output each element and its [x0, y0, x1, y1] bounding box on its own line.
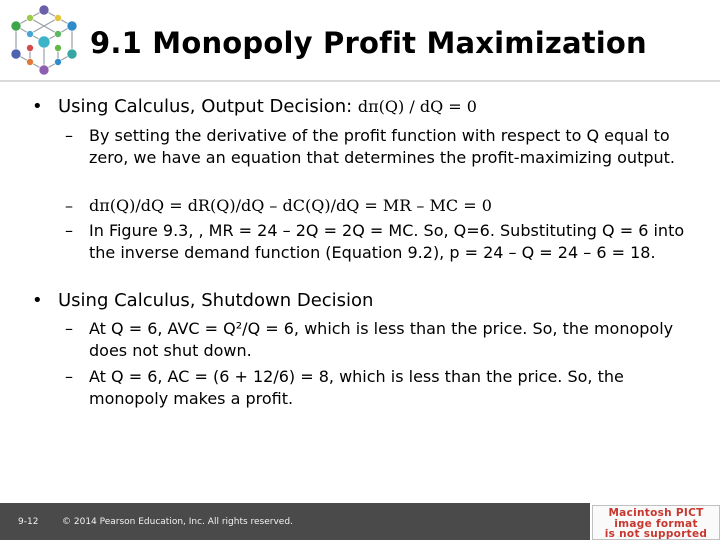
copyright-text: © 2014 Pearson Education, Inc. All rights reserved. — [62, 517, 293, 527]
dash-marker: – — [65, 221, 73, 240]
sub-bullet-text: At Q = 6, AC = (6 + 12/6) = 8, which is less than the price. So, the monopoly makes a profit. — [89, 367, 624, 408]
bullet-text: Using Calculus, Output Decision: — [58, 96, 358, 117]
bullet-shutdown-decision — [32, 290, 698, 312]
title-divider — [0, 80, 720, 82]
bullet-marker: • — [32, 290, 43, 311]
placeholder-line: Macintosh PICT — [608, 507, 704, 519]
bullet-formula: dπ(Q) / dQ = 0 — [357, 97, 477, 116]
bullet-output-decision — [32, 96, 698, 118]
molecule-cube-icon — [4, 2, 84, 76]
dash-marker: – — [65, 126, 73, 145]
page-number: 9-12 — [18, 517, 39, 527]
sub-bullet-mr-mc-equation — [65, 195, 689, 217]
placeholder-line: image format — [614, 517, 698, 530]
bullet-marker: • — [32, 96, 43, 117]
sub-bullet-ac — [65, 366, 689, 410]
slide-title: 9.1 Monopoly Profit Maximization — [90, 26, 647, 60]
bullet-text: Using Calculus, Shutdown Decision — [58, 290, 374, 311]
sub-bullet-avc — [65, 318, 689, 362]
dash-marker: – — [65, 196, 73, 215]
sub-bullet-text: In Figure 9.3, , MR = 24 – 2Q = 2Q = MC. So, Q=6. Substituting Q = 6 into the inverse demand function (Equation 9.2), p = 24 – Q = 24 – 6 = 18. — [89, 221, 685, 262]
sub-bullet-text: dπ(Q)/dQ = dR(Q)/dQ – dC(Q)/dQ = MR – MC = 0 — [89, 196, 492, 215]
sub-bullet-text: By setting the derivative of the profit function with respect to Q equal to zero, we have an equation that determines the profit-maximizing output. — [89, 126, 675, 167]
footer-bar — [0, 503, 590, 540]
dash-marker: – — [65, 367, 73, 386]
sub-bullet-figure-9-3 — [65, 220, 689, 264]
dash-marker: – — [65, 319, 73, 338]
unsupported-image-placeholder — [592, 505, 720, 540]
sub-bullet-text: At Q = 6, AVC = Q²/Q = 6, which is less than the price. So, the monopoly does not shut down. — [89, 319, 674, 360]
placeholder-line: is not supported — [604, 528, 708, 540]
sub-bullet-derivative — [65, 125, 689, 169]
